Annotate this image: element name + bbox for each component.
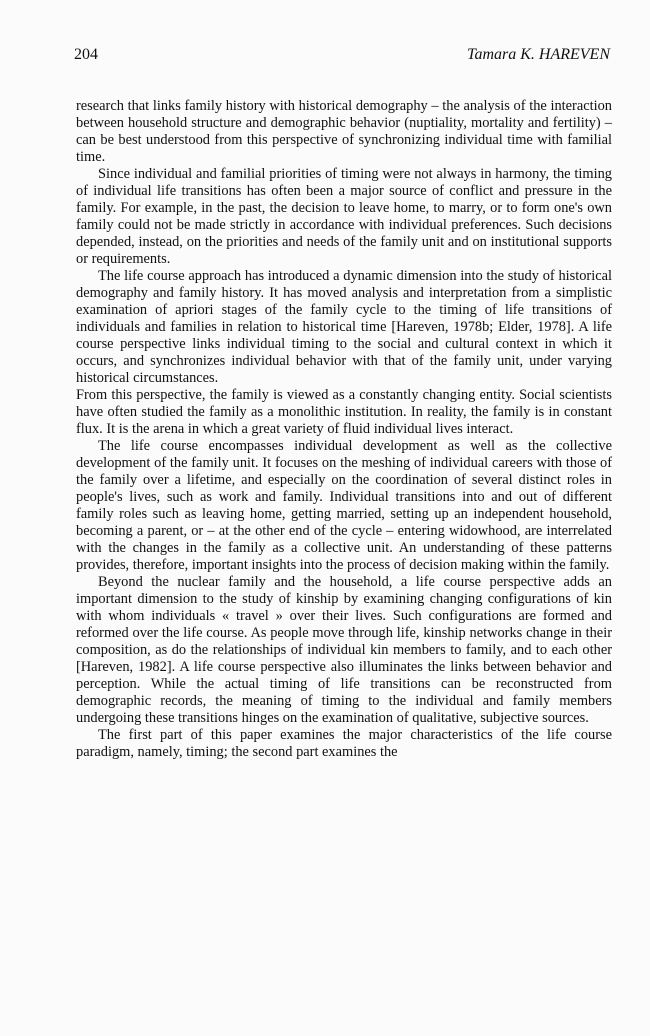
- paragraph-2: Since individual and familial priorities of timing were not always in harmony, the timing of individual life transitions has often been a major source of conflict and pressure in the family. For example, in the past, the decision to leave home, to marry, or to form one's own family could not be made strictly in accordance with individual preferences. Such decisions depended, instead, on the priorities and needs of the family unit and on institutional supports or requirements.: [76, 166, 612, 267]
- paragraph-4: From this perspective, the family is viewed as a constantly changing entity. Social scientists have often studied the family as a monolithic institution. In reality, the family is in constant flux. It is the arena in which a great variety of fluid individual lives interact.: [76, 387, 612, 437]
- paragraph-3: The life course approach has introduced a dynamic dimension into the study of historical demography and family history. It has moved analysis and interpretation from a simplistic examination of apriori stages of the family cycle to the timing of life transitions of individuals and families in relation to historical time [Hareven, 1978b; Elder, 1978]. A life course perspective links individual timing to the social and cultural context in which it occurs, and synchronizes individual behavior with that of the family unit, under varying historical circumstances.: [76, 268, 612, 386]
- paragraph-6: Beyond the nuclear family and the household, a life course perspective adds an important dimension to the study of kinship by examining changing configurations of kin with whom individuals « travel » over their lives. Such configurations are formed and reformed over the life course. As people move through life, kinship networks change in their composition, as do the relationships of individual kin members to family, and to each other [Hareven, 1982]. A life course perspective also illuminates the links between behavior and perception. While the actual timing of life transitions can be reconstructed from demographic records, the meaning of timing to the individual and family members undergoing these transitions hinges on the examination of qualitative, subjective sources.: [76, 574, 612, 726]
- running-author: Tamara K. HAREVEN: [467, 46, 610, 63]
- paragraph-5: The life course encompasses individual development as well as the collective development of the family unit. It focuses on the meshing of individual careers with those of the family over a lifetime, and especially on the coordination of several distinct roles in people's lives, such as work and family. Individual transitions into and out of different family roles such as leaving home, getting married, setting up an independent household, becoming a parent, or – at the other end of the cycle – entering widowhood, are interrelated with the changes in the family as a collective unit. An understanding of these patterns provides, therefore, important insights into the process of decision making within the family.: [76, 438, 612, 573]
- paragraph-7: The first part of this paper examines the major characteristics of the life course paradigm, namely, timing; the second part examines the: [76, 727, 612, 760]
- body-text: [76, 98, 612, 761]
- running-header: [74, 44, 610, 66]
- paragraph-1: research that links family history with historical demography – the analysis of the interaction between household structure and demographic behavior (nuptiality, mortality and fertility) – can be best understood from this perspective of synchronizing individual time with familial time.: [76, 98, 612, 165]
- page-number: 204: [74, 46, 98, 63]
